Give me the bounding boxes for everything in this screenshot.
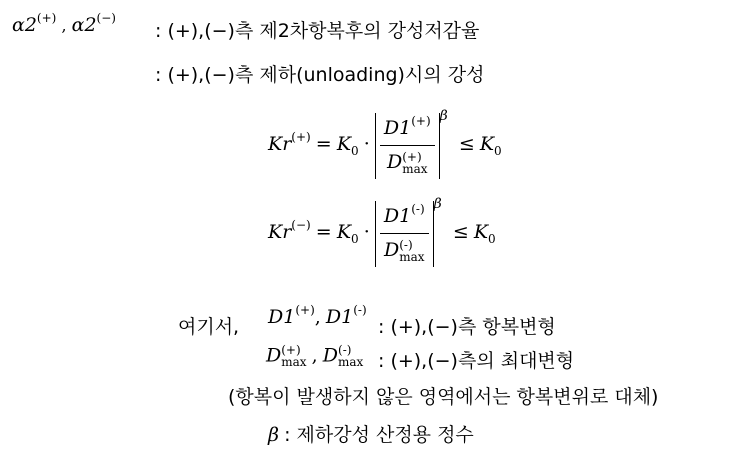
alpha-description: : (+),(−)측 제2차항복후의 강성저감율 bbox=[155, 20, 480, 42]
eq1-lhs: Kr bbox=[268, 133, 292, 155]
equation-kr-minus bbox=[268, 192, 496, 272]
eq2-den-symbol: D bbox=[383, 238, 400, 261]
eq2-absolute-value bbox=[375, 201, 434, 267]
alpha-definition-line bbox=[12, 11, 116, 36]
eq2-den-sub: max bbox=[399, 249, 425, 264]
dmax-minus-symbol: D bbox=[322, 344, 339, 367]
d1-plus-sup: (+) bbox=[295, 303, 315, 317]
replacement-note: (항복이 발생하지 않은 영역에서는 항복변위로 대체) bbox=[228, 386, 659, 408]
eq1-less-equal: ≤ bbox=[458, 133, 475, 155]
alpha2-minus-superscript: (−) bbox=[96, 11, 116, 25]
alpha2-plus-symbol: α2 bbox=[12, 14, 37, 36]
beta-description: : 제하강성 산정용 정수 bbox=[284, 424, 474, 446]
eq1-equals: = bbox=[315, 133, 332, 155]
eq1-k: K bbox=[336, 133, 352, 155]
eq1-den-sup: (+) bbox=[402, 149, 422, 164]
eq2-numerator bbox=[380, 203, 429, 234]
dmax-minus-sub: max bbox=[338, 355, 364, 369]
dmax-plus-symbol: D bbox=[266, 344, 282, 367]
eq2-exponent-beta: β bbox=[433, 196, 442, 212]
d1-comma: , bbox=[314, 306, 321, 328]
eq2-den-sup: (-) bbox=[399, 237, 413, 252]
eq2-num-sup: (-) bbox=[411, 201, 425, 216]
eq2-fraction bbox=[380, 203, 429, 264]
d1-description: : (+),(−)측 항복변형 bbox=[378, 316, 556, 338]
beta-symbol: β bbox=[268, 424, 279, 446]
eq1-exponent-beta: β bbox=[439, 108, 448, 124]
dmax-plus-sub: max bbox=[281, 355, 307, 369]
eq1-dot: · bbox=[363, 133, 370, 155]
eq2-equals: = bbox=[315, 221, 332, 243]
equation-kr-plus bbox=[268, 104, 502, 184]
eq2-rhs-sub: 0 bbox=[488, 232, 496, 246]
eq2-denominator bbox=[380, 234, 429, 264]
eq1-num-sup: (+) bbox=[411, 113, 431, 128]
eq1-absolute-value bbox=[375, 113, 440, 179]
eq1-num-symbol: D1 bbox=[383, 116, 412, 139]
d1-minus-symbol: D1 bbox=[325, 306, 354, 328]
eq1-numerator bbox=[380, 115, 435, 146]
dmax-minus-sup: (-) bbox=[338, 343, 352, 357]
eq1-den-symbol: D bbox=[386, 150, 403, 173]
eq2-dot: · bbox=[363, 221, 370, 243]
beta-definition bbox=[268, 420, 474, 447]
d1-plus-symbol: D1 bbox=[268, 306, 296, 328]
eq1-k-sub: 0 bbox=[351, 144, 359, 158]
eq1-rhs-sub: 0 bbox=[494, 144, 502, 158]
dmax-symbols bbox=[266, 344, 363, 368]
eq2-num-symbol: D1 bbox=[383, 204, 412, 227]
eq2-lhs: Kr bbox=[268, 221, 292, 243]
eq1-denominator bbox=[380, 146, 435, 176]
alpha2-plus-superscript: (+) bbox=[36, 11, 57, 25]
alpha2-minus-symbol: α2 bbox=[71, 14, 97, 36]
dmax-description: : (+),(−)측의 최대변형 bbox=[378, 350, 575, 372]
eq2-less-equal: ≤ bbox=[452, 221, 469, 243]
alpha-comma: , bbox=[61, 16, 67, 35]
eq1-rhs: K bbox=[479, 133, 495, 155]
where-label: 여기서, bbox=[178, 316, 240, 338]
eq1-fraction bbox=[380, 115, 435, 176]
dmax-comma: , bbox=[311, 344, 318, 367]
eq1-den-sub: max bbox=[402, 161, 428, 176]
eq2-k-sub: 0 bbox=[351, 232, 359, 246]
eq1-lhs-sup: (+) bbox=[291, 130, 311, 144]
eq2-lhs-sup: (−) bbox=[291, 218, 311, 232]
d1-minus-sup: (-) bbox=[353, 303, 367, 317]
d1-symbols bbox=[268, 303, 367, 328]
eq2-k: K bbox=[336, 221, 352, 243]
unloading-stiffness-description: : (+),(−)측 제하(unloading)시의 강성 bbox=[155, 64, 485, 86]
dmax-plus-sup: (+) bbox=[281, 343, 301, 357]
eq2-rhs: K bbox=[473, 221, 489, 243]
